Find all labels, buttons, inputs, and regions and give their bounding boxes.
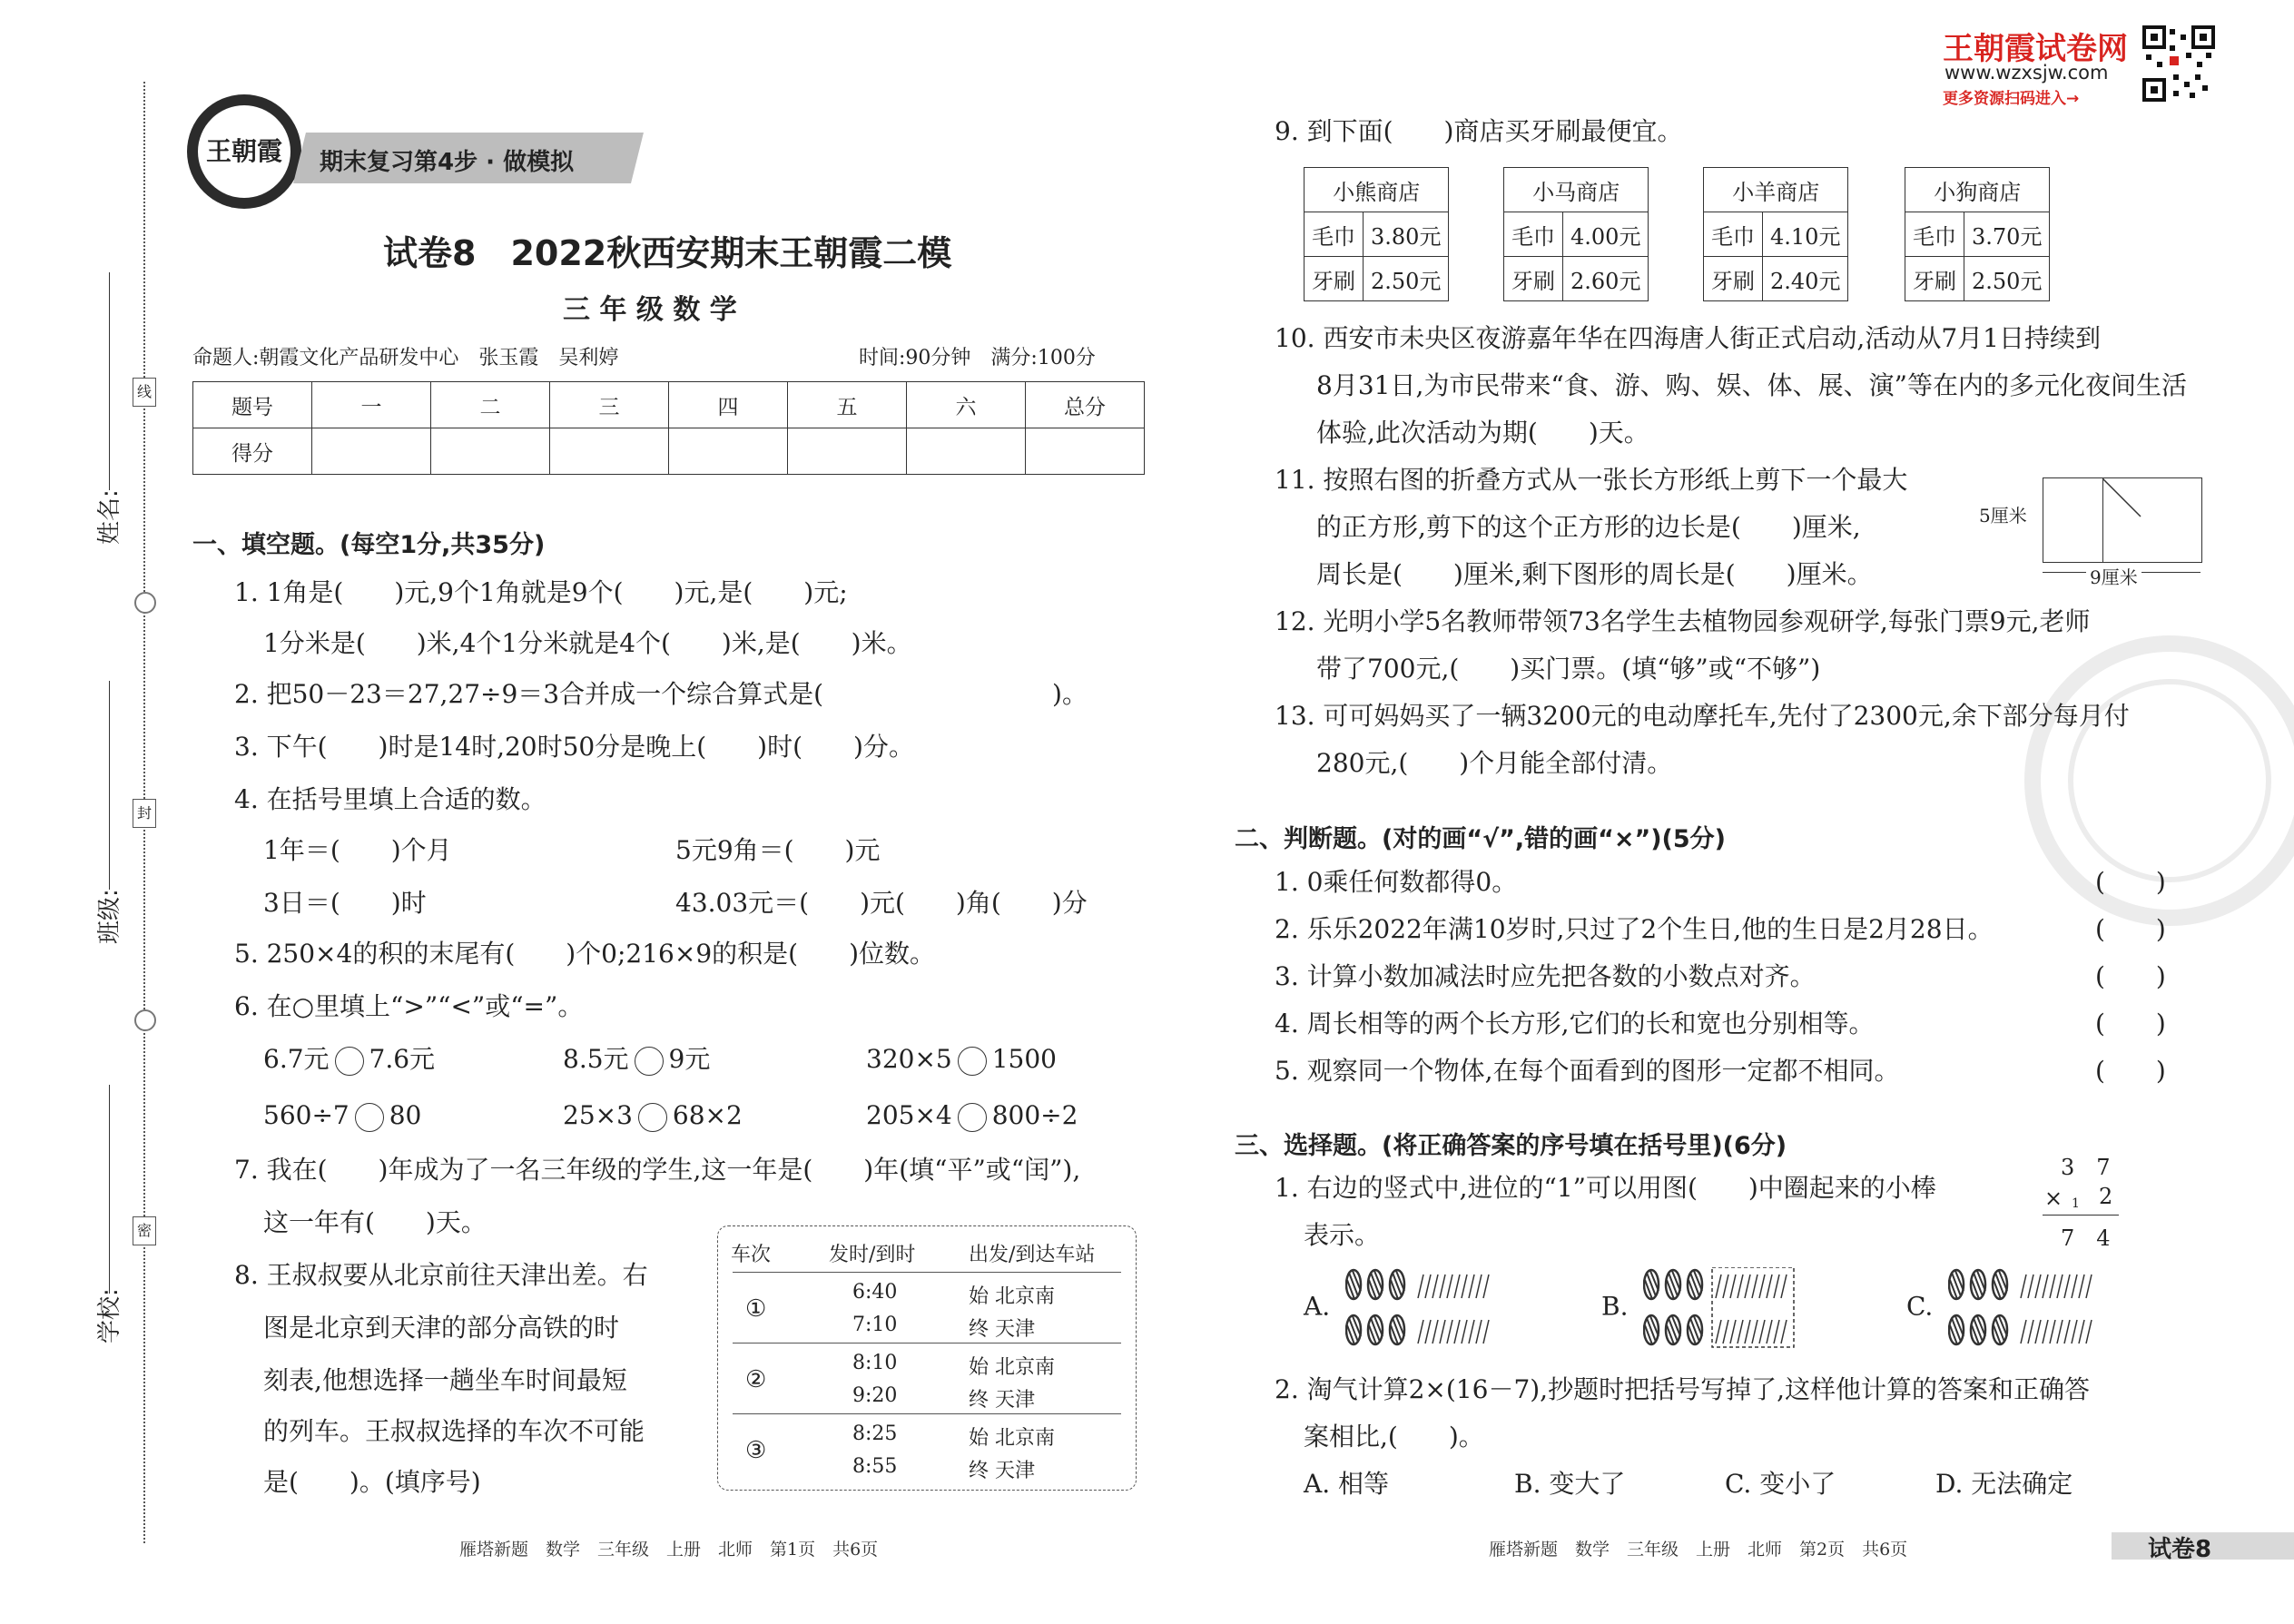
- website-brand: 王朝霞试卷网: [1943, 31, 2128, 67]
- train-from: 始 北京南: [969, 1285, 1055, 1308]
- towel-label: 毛巾: [1504, 212, 1563, 257]
- shop-table: [1503, 167, 1649, 301]
- time-score: 时间:90分钟 满分:100分: [859, 347, 1096, 369]
- website-url: www.wzxsjw.com: [1944, 62, 2109, 84]
- brush-price: 2.50元: [1964, 257, 2050, 301]
- towel-label: 毛巾: [1905, 212, 1964, 257]
- section1-title: 一、填空题。(每空1分,共35分): [192, 531, 546, 559]
- score-header-cell: 一: [312, 382, 431, 428]
- choice-q1-option-c[interactable]: C.: [1906, 1267, 2121, 1349]
- compare-circle[interactable]: [958, 1047, 987, 1076]
- score-header-cell: 总分: [1026, 382, 1145, 428]
- compare-item: 8.5元 9元: [563, 1044, 711, 1074]
- stick-bundle-icon: [1948, 1267, 2121, 1349]
- shop-name: 小狗商店: [1905, 168, 2050, 212]
- judge-item: 3. 计算小数加减法时应先把各数的小数点对齐。: [1275, 961, 1816, 991]
- question-10-line: 体验,此次活动为期( )天。: [1316, 418, 1649, 448]
- question-8-line: 的列车。王叔叔选择的车次不可能: [263, 1416, 645, 1446]
- choice-q2-line: 2. 淘气计算2×(16－7),抄题时把括号写掉了,这样他计算的答案和正确答: [1275, 1374, 2090, 1404]
- question-12-line: 带了700元,( )买门票。(填“够”或“不够”): [1316, 654, 1821, 684]
- brush-label: 牙刷: [1305, 257, 1364, 301]
- score-table: [192, 381, 1145, 475]
- score-input-cell[interactable]: [788, 428, 907, 475]
- shop-table: [1304, 167, 1449, 301]
- section3-title: 三、选择题。(将正确答案的序号填在括号里)(6分): [1235, 1132, 1787, 1160]
- judge-item: 4. 周长相等的两个长方形,它们的长和宽也分别相等。: [1275, 1009, 1875, 1038]
- choice-q2-option-d[interactable]: D. 无法确定: [1935, 1469, 2073, 1499]
- school-blank-line: [109, 1085, 110, 1294]
- fold-width-label: 9厘米: [2086, 563, 2141, 589]
- shop-name: 小羊商店: [1704, 168, 1848, 212]
- question-3: 3. 下午( )时是14时,20时50分是晚上( )时( )分。: [234, 732, 914, 762]
- vm-carry: 1: [2072, 1196, 2080, 1211]
- score-input-cell[interactable]: [1026, 428, 1145, 475]
- score-header-cell: 六: [907, 382, 1026, 428]
- question-2: 2. 把50－23＝27,27÷9＝3合并成一个综合算式是( )。: [234, 679, 1088, 709]
- towel-price: 4.00元: [1563, 212, 1649, 257]
- question-4: 4. 在括号里填上合适的数。: [234, 784, 546, 814]
- step-banner-text: 期末复习第4步 · 做模拟: [320, 149, 575, 176]
- score-input-cell[interactable]: [550, 428, 669, 475]
- train-to: 终 天津: [969, 1389, 1035, 1412]
- binding-hole-icon: [134, 1009, 156, 1031]
- stick-bundle-icon: [1345, 1267, 1518, 1349]
- website-tip: 更多资源扫码进入→: [1943, 90, 2080, 108]
- score-header-cell: 三: [550, 382, 669, 428]
- train-divider: [733, 1272, 1121, 1273]
- train-dep: 8:25: [852, 1422, 898, 1445]
- score-row-label: 得分: [193, 428, 312, 475]
- vm-top: 3 7: [2061, 1155, 2111, 1180]
- compare-item: 320×5 1500: [866, 1044, 1057, 1074]
- train-header-no: 车次: [731, 1244, 772, 1266]
- train-no: ②: [745, 1366, 767, 1393]
- question-10-line: 8月31日,为市民带来“食、游、购、娱、体、展、演”等在内的多元化夜间生活: [1316, 370, 2187, 400]
- vm-mul: ×: [2044, 1186, 2063, 1211]
- name-blank-line: [109, 272, 110, 490]
- judge-item: 2. 乐乐2022年满10岁时,只过了2个生日,他的生日是2月28日。: [1275, 914, 1994, 944]
- train-no: ③: [745, 1437, 767, 1464]
- score-input-cell[interactable]: [431, 428, 550, 475]
- train-from: 始 北京南: [969, 1356, 1055, 1379]
- score-header-cell: 题号: [193, 382, 312, 428]
- score-input-cell[interactable]: [669, 428, 788, 475]
- section2-title: 二、判断题。(对的画“√”,错的画“×”)(5分): [1235, 825, 1727, 853]
- brush-price: 2.40元: [1763, 257, 1848, 301]
- choice-q2-option-c[interactable]: C. 变小了: [1725, 1469, 1836, 1499]
- question-8-line: 图是北京到天津的部分高铁的时: [263, 1313, 620, 1343]
- score-header-cell: 四: [669, 382, 788, 428]
- footer-right: 雁塔新题 数学 三年级 上册 北师 第2页 共6页: [1489, 1540, 1908, 1560]
- score-input-cell[interactable]: [907, 428, 1026, 475]
- judge-answer[interactable]: ( ): [2095, 961, 2166, 991]
- compare-circle[interactable]: [355, 1103, 384, 1132]
- train-divider: [733, 1413, 1121, 1414]
- brush-label: 牙刷: [1905, 257, 1964, 301]
- choice-q2-line: 案相比,( )。: [1304, 1422, 1484, 1452]
- question-7a: 7. 我在( )年成为了一名三年级的学生,这一年是( )年(填“平”或“闰”),: [234, 1155, 1081, 1185]
- question-7b: 这一年有( )天。: [263, 1207, 487, 1237]
- compare-circle[interactable]: [958, 1103, 987, 1132]
- seal-mark-feng: 封: [133, 799, 156, 828]
- question-8-line: 8. 王叔叔要从北京前往天津出差。右: [234, 1260, 648, 1290]
- judge-answer[interactable]: ( ): [2095, 1056, 2166, 1086]
- choice-q1-option-b[interactable]: B.: [1601, 1267, 1816, 1349]
- school-label: 学校:: [96, 1288, 123, 1343]
- judge-item: 1. 0乘任何数都得0。: [1275, 867, 1518, 897]
- brush-label: 牙刷: [1704, 257, 1763, 301]
- shop-table: [1905, 167, 2050, 301]
- binding-hole-icon: [134, 592, 156, 614]
- fold-height-label: 5厘米: [1979, 505, 2027, 527]
- question-4-item: 1年＝( )个月: [263, 835, 452, 865]
- score-header-cell: 二: [431, 382, 550, 428]
- question-11-line: 周长是( )厘米,剩下图形的周长是( )厘米。: [1316, 559, 1873, 589]
- class-label: 班级:: [96, 889, 123, 944]
- question-13-line: 280元,( )个月能全部付清。: [1316, 748, 1673, 778]
- vm-second: 2: [2099, 1184, 2113, 1209]
- question-4-item: 5元9角＝( )元: [675, 835, 881, 865]
- towel-price: 3.70元: [1964, 212, 2050, 257]
- question-1b: 1分米是( )米,4个1分米就是4个( )米,是( )米。: [263, 628, 912, 658]
- brush-price: 2.60元: [1563, 257, 1649, 301]
- brush-price: 2.50元: [1364, 257, 1449, 301]
- train-from: 始 北京南: [969, 1427, 1055, 1450]
- train-arr: 8:55: [852, 1455, 898, 1478]
- train-dep: 8:10: [852, 1352, 898, 1374]
- choice-q2-option-a[interactable]: A. 相等: [1304, 1469, 1390, 1499]
- logo-text: 王朝霞: [205, 136, 282, 166]
- question-8-line: 刻表,他想选择一趟坐车时间最短: [263, 1365, 627, 1395]
- stick-bundle-icon: [1643, 1267, 1816, 1349]
- shop-table: [1703, 167, 1848, 301]
- towel-price: 3.80元: [1364, 212, 1449, 257]
- authors: 命题人:朝霞文化产品研发中心 张玉霞 吴利婷: [192, 347, 619, 369]
- seal-mark-xian: 线: [133, 378, 156, 407]
- judge-answer[interactable]: ( ): [2095, 914, 2166, 944]
- compare-circle[interactable]: [335, 1047, 364, 1076]
- choice-q1-line: 表示。: [1304, 1220, 1381, 1250]
- train-header-station: 出发/到达车站: [969, 1244, 1096, 1266]
- score-header-cell: 五: [788, 382, 907, 428]
- footer-tag: 试卷8: [2148, 1536, 2212, 1563]
- compare-item: 560÷7 80: [263, 1100, 422, 1130]
- choice-q1-line: 1. 右边的竖式中,进位的“1”可以用图( )中圈起来的小棒: [1275, 1173, 1936, 1203]
- name-label: 姓名:: [96, 489, 123, 545]
- brand-logo: [187, 94, 301, 209]
- brush-label: 牙刷: [1504, 257, 1563, 301]
- train-no: ①: [745, 1295, 767, 1323]
- question-4-item: 43.03元＝( )元( )角( )分: [675, 888, 1088, 918]
- compare-circle[interactable]: [638, 1103, 667, 1132]
- judge-answer[interactable]: ( ): [2095, 867, 2166, 897]
- train-header-time: 发时/到时: [829, 1244, 916, 1266]
- vm-result: 7 4: [2061, 1225, 2111, 1251]
- subject-title: 三 年 级 数 学: [563, 294, 737, 326]
- choice-q1-option-a[interactable]: A.: [1304, 1267, 1518, 1349]
- train-to: 终 天津: [969, 1460, 1035, 1482]
- question-8-line: 是( )。(填序号): [263, 1467, 481, 1497]
- question-12-line: 12. 光明小学5名教师带领73名学生去植物园参观研学,每张门票9元,老师: [1275, 606, 2091, 636]
- towel-label: 毛巾: [1305, 212, 1364, 257]
- qr-code-icon[interactable]: [2142, 25, 2215, 102]
- exam-title: 试卷8 2022秋西安期末王朝霞二模: [383, 233, 952, 273]
- question-11-line: 11. 按照右图的折叠方式从一张长方形纸上剪下一个最大: [1275, 465, 1908, 495]
- judge-item: 5. 观察同一个物体,在每个面看到的图形一定都不相同。: [1275, 1056, 1900, 1086]
- fold-figure: [2043, 477, 2202, 563]
- compare-item: 25×3 68×2: [563, 1100, 743, 1130]
- shop-name: 小马商店: [1504, 168, 1649, 212]
- footer-left: 雁塔新题 数学 三年级 上册 北师 第1页 共6页: [459, 1540, 879, 1560]
- question-4-item: 3日＝( )时: [263, 888, 427, 918]
- seal-mark-mi: 密: [133, 1216, 156, 1245]
- question-6: 6. 在○里填上“>”“<”或“=”。: [234, 991, 584, 1021]
- train-arr: 7:10: [852, 1314, 898, 1336]
- vertical-multiplication: [2043, 1149, 2124, 1249]
- compare-item: 6.7元 7.6元: [263, 1044, 436, 1074]
- towel-label: 毛巾: [1704, 212, 1763, 257]
- train-dep: 6:40: [852, 1281, 898, 1304]
- question-5: 5. 250×4的积的末尾有( )个0;216×9的积是( )位数。: [234, 939, 935, 969]
- shop-name: 小熊商店: [1305, 168, 1449, 212]
- choice-q2-option-b[interactable]: B. 变大了: [1514, 1469, 1626, 1499]
- train-to: 终 天津: [969, 1318, 1035, 1341]
- judge-answer[interactable]: ( ): [2095, 1009, 2166, 1038]
- question-10-line: 10. 西安市未央区夜游嘉年华在四海唐人街正式启动,活动从7月1日持续到: [1275, 323, 2101, 353]
- question-9: 9. 到下面( )商店买牙刷最便宜。: [1275, 116, 1683, 146]
- score-input-cell[interactable]: [312, 428, 431, 475]
- compare-circle[interactable]: [635, 1047, 664, 1076]
- towel-price: 4.10元: [1763, 212, 1848, 257]
- train-timetable: [717, 1225, 1137, 1491]
- question-13-line: 13. 可可妈妈买了一辆3200元的电动摩托车,先付了2300元,余下部分每月付: [1275, 701, 2130, 731]
- vm-line: [2043, 1215, 2119, 1216]
- question-1a: 1. 1角是( )元,9个1角就是9个( )元,是( )元;: [234, 577, 848, 607]
- question-11-line: 的正方形,剪下的这个正方形的边长是( )厘米,: [1316, 512, 1861, 542]
- compare-item: 205×4 800÷2: [866, 1100, 1078, 1130]
- train-arr: 9:20: [852, 1384, 898, 1407]
- class-blank-line: [109, 681, 110, 890]
